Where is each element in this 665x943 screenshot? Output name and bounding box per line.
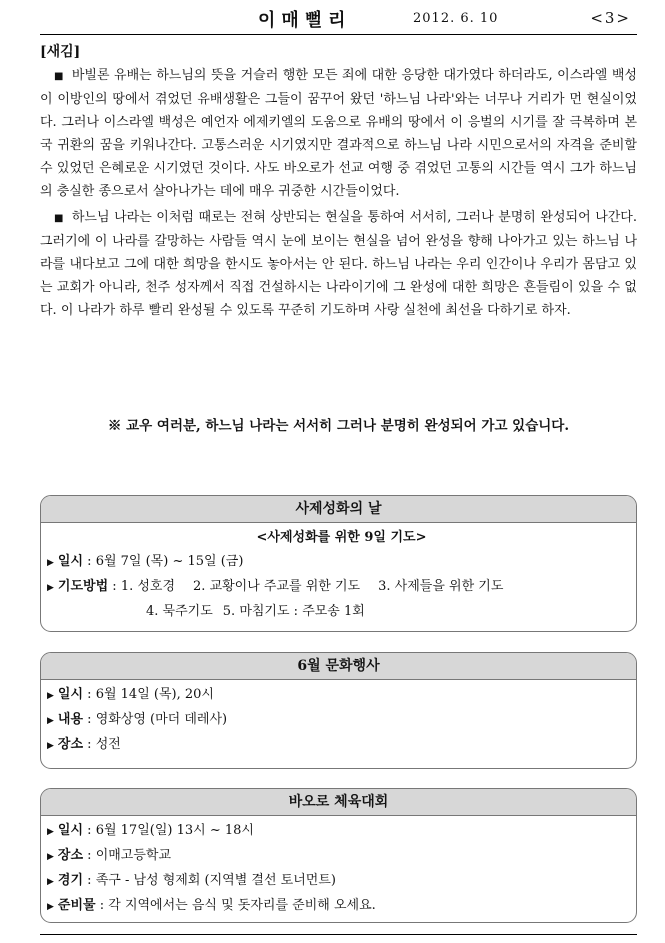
square-bullet-icon: ■ <box>54 71 64 82</box>
box-title: 사제성화의 날 <box>41 496 636 523</box>
date-row: ▶ 일시 : 6월 7일 (목) ~ 15일 (금) <box>47 554 244 569</box>
prayer-method-row-2: 4. 묵주기도 5. 마침기도 : 주모송 1회 <box>146 604 365 619</box>
reflection-paragraph-2: ■ 하느님 나라는 이처럼 때로는 전혀 상반되는 현실을 통하여 서서히, 그러나 분명히 완성되어 나간다. 그러기에 이 나라를 갈망하는 사람들 역시 눈에 보이는 현실을 넘어 완성을 향해 나아가고 있는 하느님 나라를 내다보고 그에 대한 희망을 한시도 놓아서는 안 된다. 하느님 나라는 우리 인간이나 우리가 몸담고 있는 교회가 아니라, 천주 성자께서 직접 건설하시는 나라이기에 그 완성에 대한 희망은 흔들림이 있을 수 없다. 이 나라가 하루 빨리 완성될 수 있도록 꾸준히 기도하며 사랑 실천에 최선을 다하기로 하자. <box>40 210 637 318</box>
supplies-row: ▶ 준비물 : 각 지역에서는 음식 및 돗자리를 준비해 오세요. <box>47 898 376 913</box>
box-subtitle: <사제성화를 위한 9일 기도> <box>256 530 427 545</box>
triangle-marker-icon: ▶ <box>47 902 54 912</box>
date-row: ▶ 일시 : 6월 14일 (목), 20시 <box>47 687 214 702</box>
footer-rule <box>40 934 637 935</box>
triangle-marker-icon: ▶ <box>47 691 54 701</box>
triangle-marker-icon: ▶ <box>47 852 54 862</box>
priest-sanctification-box <box>40 495 637 632</box>
place-row: ▶ 장소 : 성전 <box>47 737 121 752</box>
triangle-marker-icon: ▶ <box>47 877 54 887</box>
notice-line: ※ 교우 여러분, 하느님 나라는 서서히 그러나 분명히 완성되어 가고 있습니다. <box>107 418 570 434</box>
square-bullet-icon: ■ <box>54 213 64 224</box>
triangle-marker-icon: ▶ <box>47 583 54 593</box>
content-row: ▶ 내용 : 영화상영 (마더 데레사) <box>47 712 228 727</box>
sports-day-box <box>40 788 637 923</box>
issue-date: 2012. 6. 10 <box>413 11 499 26</box>
reflection-paragraph-1: ■ 바빌론 유배는 하느님의 뜻을 거슬러 행한 모든 죄에 대한 응당한 대가였다 하더라도, 이스라엘 백성이 이방인의 땅에서 겪었던 유배생활은 그들이 꿈꾸어 왔던 '하느님 나라'와는 너무나 거리가 먼 현실이었다. 그러나 이스라엘 백성은 예언자 에제키엘의 도움으로 유배의 땅에서 이 응벌의 시기를 잘 극복하며 본국 귀환의 꿈을 키워나간다. 고통스러운 시기였지만 결과적으로 하느님 나라 시민으로서의 자격을 준비할 수 있었던 은혜로운 시기였던 것이다. 사도 바오로가 선교 여행 중 겪었던 고통의 시간들 역시 그가 하느님의 충실한 종으로서 살아나가는 데에 매우 귀중한 시간들이었다. <box>40 68 637 199</box>
game-row: ▶ 경기 : 족구 - 남성 형제회 (지역별 결선 토너먼트) <box>47 873 336 888</box>
reflection-section <box>40 41 637 322</box>
page-header <box>40 6 637 35</box>
culture-event-box <box>40 652 637 769</box>
newsletter-title: 이매뻘리 <box>258 10 352 31</box>
page-number: <3> <box>590 9 631 27</box>
place-row: ▶ 장소 : 이매고등학교 <box>47 848 172 863</box>
date-row: ▶ 일시 : 6월 17일(일) 13시 ~ 18시 <box>47 823 254 838</box>
prayer-method-row: ▶ 기도방법 : 1. 성호경 2. 교황이나 주교를 위한 기도 3. 사제들을 위한 기도 <box>47 579 504 594</box>
triangle-marker-icon: ▶ <box>47 827 54 837</box>
triangle-marker-icon: ▶ <box>47 716 54 726</box>
box-title: 바오로 체육대회 <box>41 789 636 816</box>
triangle-marker-icon: ▶ <box>47 558 54 568</box>
section-heading: [새김] <box>40 44 81 60</box>
box-title: 6월 문화행사 <box>41 653 636 680</box>
triangle-marker-icon: ▶ <box>47 741 54 751</box>
